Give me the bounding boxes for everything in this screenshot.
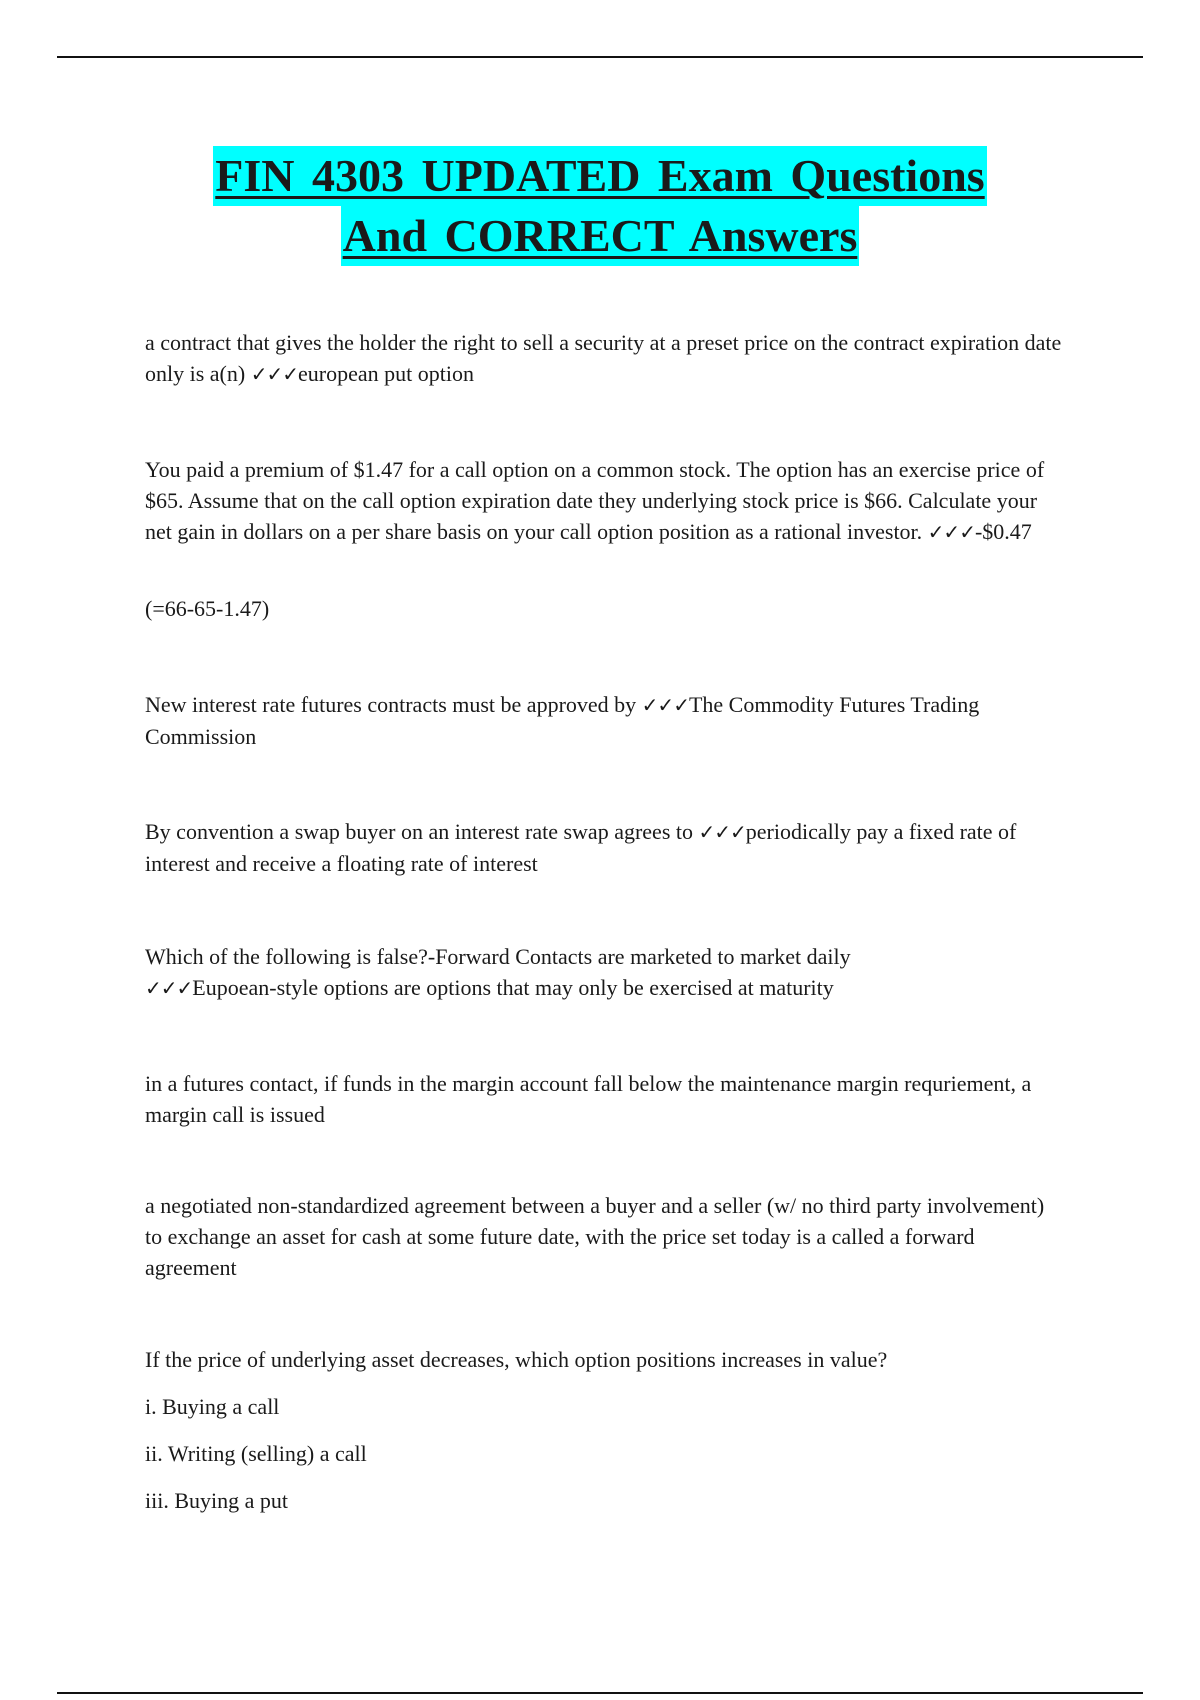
answer-text: -$0.47 [974,519,1032,544]
qa-item-6 [145,1068,1065,1130]
qa-item-4 [145,816,1065,879]
checkmark-icon: ✓✓✓ [250,362,298,386]
qa-item-1 [145,327,1065,390]
qa-item-7 [145,1190,1065,1283]
question-text: New interest rate futures contracts must be approved by [145,692,642,717]
answer-text: european put option [297,361,474,386]
answer-text: periodically pay a fixed rate of interest and receive a floating rate of interest [145,819,1017,876]
question-text: By convention a swap buyer on an interest rate swap agrees to [145,819,699,844]
checkmark-icon: ✓✓✓ [927,520,975,544]
option-item: iii. Buying a put [145,1488,288,1513]
option-item: i. Buying a call [145,1394,280,1419]
question-text: a contract that gives the holder the right to sell a security at a preset price on the contract expiration date only is a(n) [145,330,1062,386]
qa-item-2 [145,454,1065,548]
top-rule [57,56,1143,58]
qa-item-3 [145,689,1065,752]
checkmark-icon: ✓✓✓ [145,976,193,1000]
qa-item-8 [145,1344,1065,1375]
answer-text: The Commodity Futures Trading Commission [145,692,980,749]
question-text: Which of the following is false?-Forward Contacts are marketed to market daily [145,944,851,969]
bottom-rule [57,1692,1143,1694]
checkmark-icon: ✓✓✓ [698,820,746,844]
question-text: If the price of underlying asset decreases, which option positions increases in value? [145,1347,888,1372]
qa-item-5 [145,941,1065,1004]
checkmark-icon: ✓✓✓ [641,693,689,717]
title-line-2: And CORRECT Answers [341,206,860,266]
question-text: You paid a premium of $1.47 for a call option on a common stock. The option has an exercise price of $65. Assume that on the call option expiration date they underlying stock price is $66. Calculate your net gain in dollars on a per share basis on your call option position as a rational investor. [145,457,1045,544]
calculation-note: (=66-65-1.47) [145,596,270,621]
statement-text: a negotiated non-standardized agreement between a buyer and a seller (w/ no third party involvement) to exchange an asset for cash at some future date, with the price set today is a called a forward agreement [145,1193,1045,1280]
option-item: ii. Writing (selling) a call [145,1441,367,1466]
answer-text: Eupoean-style options are options that may only be exercised at maturity [192,975,834,1000]
statement-text: in a futures contact, if funds in the margin account fall below the maintenance margin requriement, a margin call is issued [145,1071,1032,1127]
document-title [0,146,1200,266]
title-line-1: FIN 4303 UPDATED Exam Questions [213,146,986,206]
